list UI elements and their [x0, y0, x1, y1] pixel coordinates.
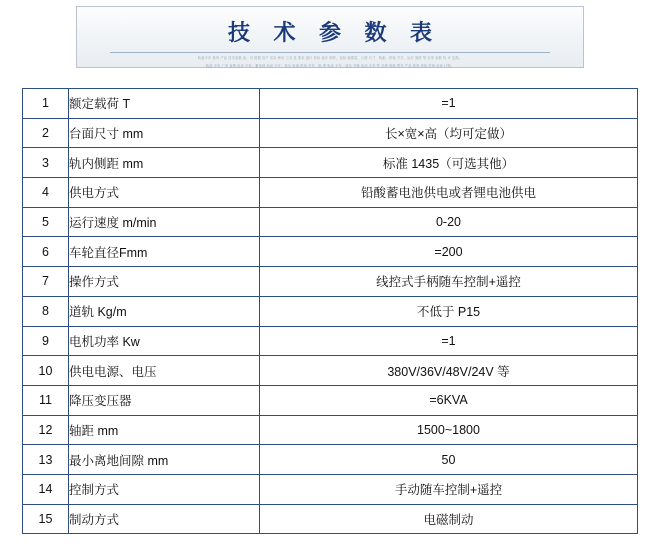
- row-parameter-name: 降压变压器: [69, 385, 260, 415]
- row-parameter-name: 供电方式: [69, 178, 260, 208]
- row-parameter-name: 运行速度 m/min: [69, 207, 260, 237]
- table-row: [23, 148, 638, 178]
- row-parameter-name: 轨内侧距 mm: [69, 148, 260, 178]
- row-parameter-value: =6KVA: [260, 385, 638, 415]
- page-title: 技 术 参 数 表: [227, 20, 441, 45]
- row-number: 4: [23, 178, 69, 208]
- row-number: 12: [23, 415, 69, 445]
- row-parameter-value: 不低于 P15: [260, 296, 638, 326]
- row-parameter-value: 1500~1800: [260, 415, 638, 445]
- row-number: 2: [23, 118, 69, 148]
- row-parameter-value: 手动随车控制+遥控: [260, 474, 638, 504]
- row-parameter-name: 控制方式: [69, 474, 260, 504]
- row-number: 11: [23, 385, 69, 415]
- row-number: 9: [23, 326, 69, 356]
- row-number: 14: [23, 474, 69, 504]
- table-row: [23, 385, 638, 415]
- table-row: [23, 415, 638, 445]
- row-number: 1: [23, 89, 69, 119]
- table-row: [23, 178, 638, 208]
- table-row: [23, 326, 638, 356]
- row-parameter-name: 供电电源、电压: [69, 356, 260, 386]
- row-number: 7: [23, 267, 69, 297]
- banner-subtitle-line-1: 轨道平车 系列 产品 技术参数 表，可 根据 用户 实际 使用 工况 及 要求 进行 非标 设计 制作，包括 载重量、台面 尺寸、轨距、供电 方式、运行 速度 等 各项 参数 均 可 定做。: [197, 56, 463, 60]
- row-parameter-name: 操作方式: [69, 267, 260, 297]
- spec-table-body: [23, 89, 638, 534]
- row-number: 10: [23, 356, 69, 386]
- row-number: 6: [23, 237, 69, 267]
- row-parameter-value: 线控式手柄随车控制+遥控: [260, 267, 638, 297]
- spec-table-wrapper: [22, 88, 638, 534]
- table-row: [23, 267, 638, 297]
- table-row: [23, 118, 638, 148]
- row-parameter-value: 380V/36V/48V/24V 等: [260, 356, 638, 386]
- row-parameter-value: 长×宽×高（均可定做）: [260, 118, 638, 148]
- row-parameter-value: =1: [260, 326, 638, 356]
- row-parameter-name: 台面尺寸 mm: [69, 118, 260, 148]
- row-parameter-value: 0-20: [260, 207, 638, 237]
- banner-subtitle-line-2: 轨道 平车 厂家 直销 电动 平车、蓄电池 电动 平车、低压 轨道 供电 平车、拖 缆 电动 平车、液压 升降 电动 平车 等 多种 规格 型号 产品 欢迎 来电 咨询 洽谈 订购。: [205, 63, 455, 68]
- row-parameter-name: 最小离地间隙 mm: [69, 445, 260, 475]
- row-number: 5: [23, 207, 69, 237]
- table-row: [23, 504, 638, 534]
- row-parameter-value: 电磁制动: [260, 504, 638, 534]
- row-parameter-value: 50: [260, 445, 638, 475]
- table-row: [23, 89, 638, 119]
- row-number: 3: [23, 148, 69, 178]
- table-row: [23, 207, 638, 237]
- row-parameter-value: =1: [260, 89, 638, 119]
- row-parameter-name: 额定载荷 T: [69, 89, 260, 119]
- row-parameter-value: 铅酸蓄电池供电或者锂电池供电: [260, 178, 638, 208]
- title-banner: [76, 6, 584, 68]
- row-parameter-name: 车轮直径Fmm: [69, 237, 260, 267]
- row-number: 8: [23, 296, 69, 326]
- row-number: 13: [23, 445, 69, 475]
- row-parameter-name: 道轨 Kg/m: [69, 296, 260, 326]
- row-parameter-name: 制动方式: [69, 504, 260, 534]
- row-parameter-name: 电机功率 Kw: [69, 326, 260, 356]
- row-parameter-value: =200: [260, 237, 638, 267]
- table-row: [23, 356, 638, 386]
- row-parameter-value: 标准 1435（可选其他）: [260, 148, 638, 178]
- spec-table: [22, 88, 638, 534]
- table-row: [23, 237, 638, 267]
- row-number: 15: [23, 504, 69, 534]
- table-row: [23, 445, 638, 475]
- banner-divider: [110, 52, 550, 53]
- table-row: [23, 474, 638, 504]
- row-parameter-name: 轴距 mm: [69, 415, 260, 445]
- table-row: [23, 296, 638, 326]
